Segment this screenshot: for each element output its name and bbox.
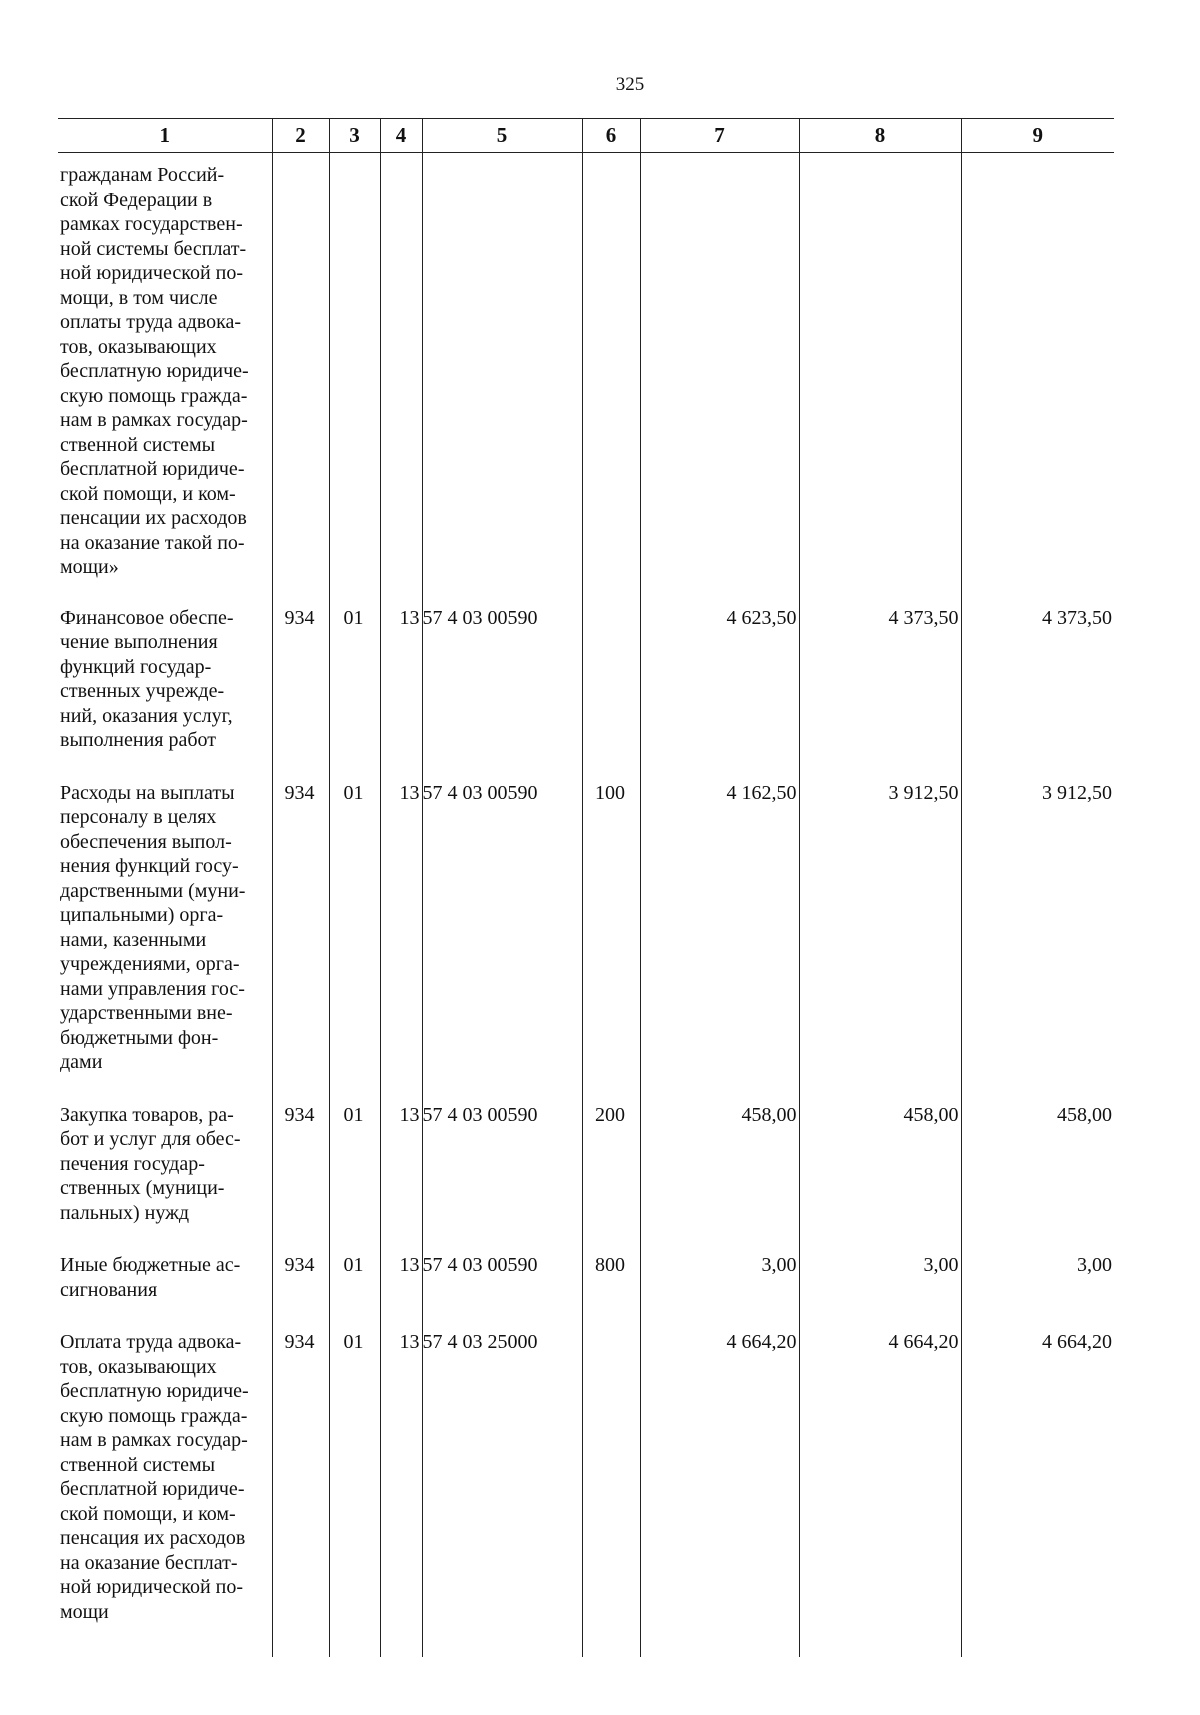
cell-col-4 bbox=[380, 153, 422, 596]
cell-col-7 bbox=[640, 153, 799, 596]
cell-col-8 bbox=[799, 153, 961, 596]
column-header: 1 bbox=[58, 119, 272, 153]
cell-col-7: 4 623,50 bbox=[640, 596, 799, 771]
spacer-cell bbox=[422, 1642, 582, 1657]
cell-col-7: 4 162,50 bbox=[640, 771, 799, 1093]
cell-col-3: 01 bbox=[329, 1093, 380, 1244]
cell-col-7: 4 664,20 bbox=[640, 1320, 799, 1642]
cell-col-7: 3,00 bbox=[640, 1243, 799, 1320]
cell-col-5 bbox=[422, 153, 582, 596]
row-description: Иные бюджетные ас- сигнования bbox=[60, 1254, 241, 1301]
cell-col-8: 4 664,20 bbox=[799, 1320, 961, 1642]
spacer-cell bbox=[272, 1642, 329, 1657]
row-description: Оплата труда адвока- тов, оказывающих бесплатную юридиче- скую помощь гражда- нам в рамках государ- ственной системы бесплатной юридиче- ской помощи, и ком- пенсация их расходов на оказание бесплат- ной юридической по- мощи bbox=[60, 1331, 249, 1623]
cell-col-5: 57 4 03 00590 bbox=[422, 771, 582, 1093]
cell-col-6 bbox=[582, 1320, 640, 1642]
column-header: 5 bbox=[422, 119, 582, 153]
column-header: 6 bbox=[582, 119, 640, 153]
table-body bbox=[58, 153, 1114, 1658]
row-description: Финансовое обеспе- чение выполнения функций государ- ственных учрежде- ний, оказания услуг, выполнения работ bbox=[60, 606, 234, 751]
cell-col-8: 3 912,50 bbox=[799, 771, 961, 1093]
table-row bbox=[58, 596, 1114, 771]
cell-col-2: 934 bbox=[272, 771, 329, 1093]
cell-col-5: 57 4 03 00590 bbox=[422, 596, 582, 771]
cell-col-5: 57 4 03 00590 bbox=[422, 1243, 582, 1320]
spacer-cell bbox=[380, 1642, 422, 1657]
cell-col-6 bbox=[582, 596, 640, 771]
spacer-cell bbox=[329, 1642, 380, 1657]
cell-col-2 bbox=[272, 153, 329, 596]
cell-col-6: 800 bbox=[582, 1243, 640, 1320]
cell-col-6: 100 bbox=[582, 771, 640, 1093]
cell-col-3: 01 bbox=[329, 596, 380, 771]
cell-col-4: 13 bbox=[380, 1093, 422, 1244]
cell-col-8: 4 373,50 bbox=[799, 596, 961, 771]
cell-col-6: 200 bbox=[582, 1093, 640, 1244]
spacer-cell bbox=[799, 1642, 961, 1657]
cell-col-9 bbox=[961, 153, 1114, 596]
table-row bbox=[58, 153, 1114, 596]
spacer-cell bbox=[961, 1642, 1114, 1657]
cell-col-5: 57 4 03 25000 bbox=[422, 1320, 582, 1642]
table-row bbox=[58, 1093, 1114, 1244]
cell-col-2: 934 bbox=[272, 596, 329, 771]
page-number: 325 bbox=[615, 74, 645, 95]
table-spacer-row bbox=[58, 1642, 1114, 1657]
column-header: 9 bbox=[961, 119, 1114, 153]
table-row bbox=[58, 771, 1114, 1093]
cell-col-4: 13 bbox=[380, 1243, 422, 1320]
cell-col-9: 458,00 bbox=[961, 1093, 1114, 1244]
cell-col-2: 934 bbox=[272, 1243, 329, 1320]
cell-col-4: 13 bbox=[380, 1320, 422, 1642]
spacer-cell bbox=[640, 1642, 799, 1657]
cell-col-3: 01 bbox=[329, 1320, 380, 1642]
table-row bbox=[58, 1243, 1114, 1320]
cell-col-2: 934 bbox=[272, 1093, 329, 1244]
row-description: Закупка товаров, ра- бот и услуг для обес- печения государ- ственных (муници- пальных) нужд bbox=[60, 1103, 241, 1224]
cell-col-8: 3,00 bbox=[799, 1243, 961, 1320]
cell-col-2: 934 bbox=[272, 1320, 329, 1642]
row-description: гражданам Россий- ской Федерации в рамках государствен- ной системы бесплат- ной юридической по- мощи, в том числе оплаты труда адвока- тов, оказывающих бесплатную юридиче- скую помощь гражда- нам в рамках государ- ственной системы бесплатной юридиче- ской помощи, и ком- пенсации их расходов на оказание такой по- мощи» bbox=[60, 164, 249, 578]
table-row bbox=[58, 1320, 1114, 1642]
cell-col-9: 4 373,50 bbox=[961, 596, 1114, 771]
cell-col-6 bbox=[582, 153, 640, 596]
budget-table bbox=[58, 118, 1114, 1657]
column-header: 7 bbox=[640, 119, 799, 153]
cell-col-9: 3 912,50 bbox=[961, 771, 1114, 1093]
cell-col-9: 4 664,20 bbox=[961, 1320, 1114, 1642]
column-header: 2 bbox=[272, 119, 329, 153]
column-header: 4 bbox=[380, 119, 422, 153]
cell-col-9: 3,00 bbox=[961, 1243, 1114, 1320]
cell-col-3: 01 bbox=[329, 771, 380, 1093]
cell-col-4: 13 bbox=[380, 596, 422, 771]
spacer-cell bbox=[582, 1642, 640, 1657]
table-header-row bbox=[58, 119, 1114, 153]
column-header: 3 bbox=[329, 119, 380, 153]
cell-col-7: 458,00 bbox=[640, 1093, 799, 1244]
cell-col-5: 57 4 03 00590 bbox=[422, 1093, 582, 1244]
spacer-cell bbox=[58, 1642, 272, 1657]
cell-col-3: 01 bbox=[329, 1243, 380, 1320]
cell-col-8: 458,00 bbox=[799, 1093, 961, 1244]
row-description: Расходы на выплаты персоналу в целях обеспечения выпол- нения функций госу- дарственными (муни- ципальными) орга- нами, казенными учреждениями, орга- нами управления гос- ударственными вне- бюджетными фон- дами bbox=[60, 781, 246, 1073]
cell-col-3 bbox=[329, 153, 380, 596]
cell-col-4: 13 bbox=[380, 771, 422, 1093]
column-header: 8 bbox=[799, 119, 961, 153]
